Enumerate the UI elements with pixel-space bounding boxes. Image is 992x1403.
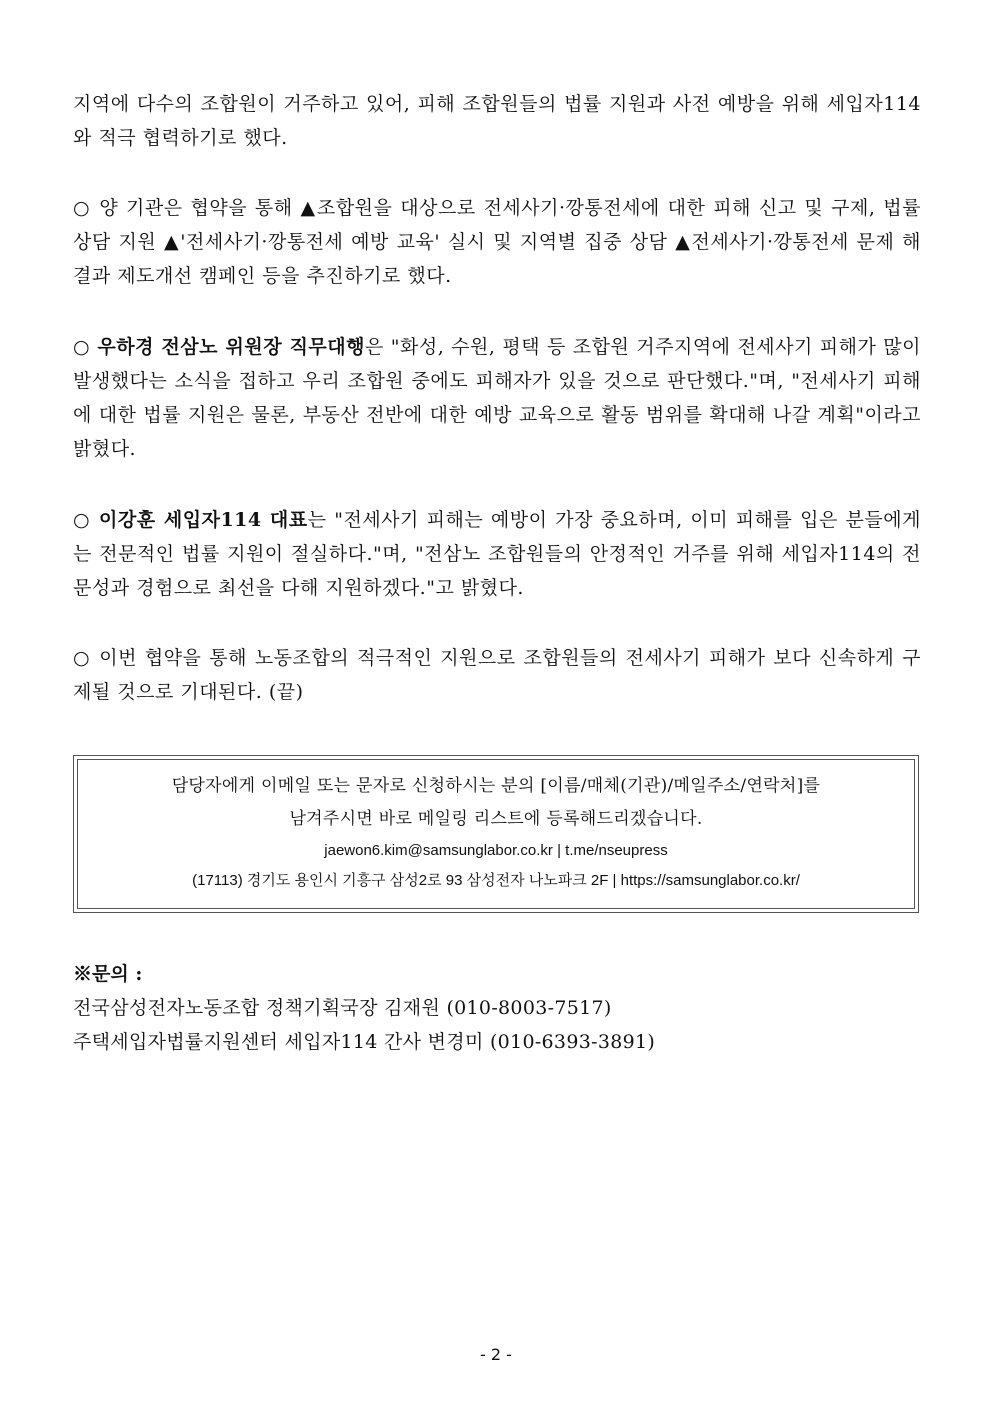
paragraph-2 [73,191,921,293]
bullet-circle: ○ [73,509,100,531]
inquiry-title: ※문의 : [73,963,143,985]
info-line-request: 담당자에게 이메일 또는 문자로 신청하시는 분의 [이름/매체(기관)/메일주소/연락처]를 [171,776,821,796]
bullet-circle: ○ [73,647,100,669]
info-line-address: (17113) 경기도 용인시 기흥구 삼성2로 93 삼성전자 나노파크 2F | https://samsunglabor.co.kr/ [192,872,800,889]
info-line-contact-links: jaewon6.kim@samsunglabor.co.kr | t.me/nseupress [324,842,668,859]
info-box-inner [77,759,915,909]
speaker-name: 이강훈 세입자114 대표 [99,509,308,531]
info-line-register: 남겨주시면 바로 메일링 리스트에 등록해드리겠습니다. [289,809,703,829]
paragraph-5 [73,641,921,709]
paragraph-1-text: 지역에 다수의 조합원이 거주하고 있어, 피해 조합원들의 법률 지원과 사전 예방을 위해 세입자114와 적극 협력하기로 했다. [73,93,921,149]
inquiry-contact-2: 주택세입자법률지원센터 세입자114 간사 변경미 (010-6393-3891) [73,1031,656,1053]
paragraph-3 [73,330,921,466]
paragraph-4 [73,503,921,605]
paragraph-3-text: 은 "화성, 수원, 평택 등 조합원 거주지역에 전세사기 피해가 많이 발생했다는 소식을 접하고 우리 조합원 중에도 피해자가 있을 것으로 판단했다."며, "전세사기 피해에 대한 법률 지원은 물론, 부동산 전반에 대한 예방 교육으로 활동 범위를 확대해 나갈 계획"이라고 밝혔다. [73,336,921,460]
inquiry-section [73,957,923,1059]
page-number: - 2 - [480,1345,512,1364]
bullet-circle: ○ [73,197,100,219]
mailing-list-info-box [73,755,919,913]
paragraph-5-text: 이번 협약을 통해 노동조합의 적극적인 지원으로 조합원들의 전세사기 피해가 보다 신속하게 구제될 것으로 기대된다. (끝) [73,647,921,703]
paragraph-4-text: 는 "전세사기 피해는 예방이 가장 중요하며, 이미 피해를 입은 분들에게는 전문적인 법률 지원이 절실하다."며, "전삼노 조합원들의 안정적인 거주를 위해 세입자114의 전문성과 경험으로 최선을 다해 지원하겠다."고 밝혔다. [73,509,921,599]
paragraph-1 [73,87,921,155]
speaker-name: 우하경 전삼노 위원장 직무대행 [97,336,365,358]
paragraph-2-text: 양 기관은 협약을 통해 ▲조합원을 대상으로 전세사기·깡통전세에 대한 피해 신고 및 구제, 법률 상담 지원 ▲'전세사기·깡통전세 예방 교육' 실시 및 지역별 집중 상담 ▲전세사기·깡통전세 문제 해결과 제도개선 캠페인 등을 추진하기로 했다. [73,197,922,287]
inquiry-contact-1: 전국삼성전자노동조합 정책기획국장 김재원 (010-8003-7517) [73,997,612,1019]
bullet-circle: ○ [73,336,98,358]
